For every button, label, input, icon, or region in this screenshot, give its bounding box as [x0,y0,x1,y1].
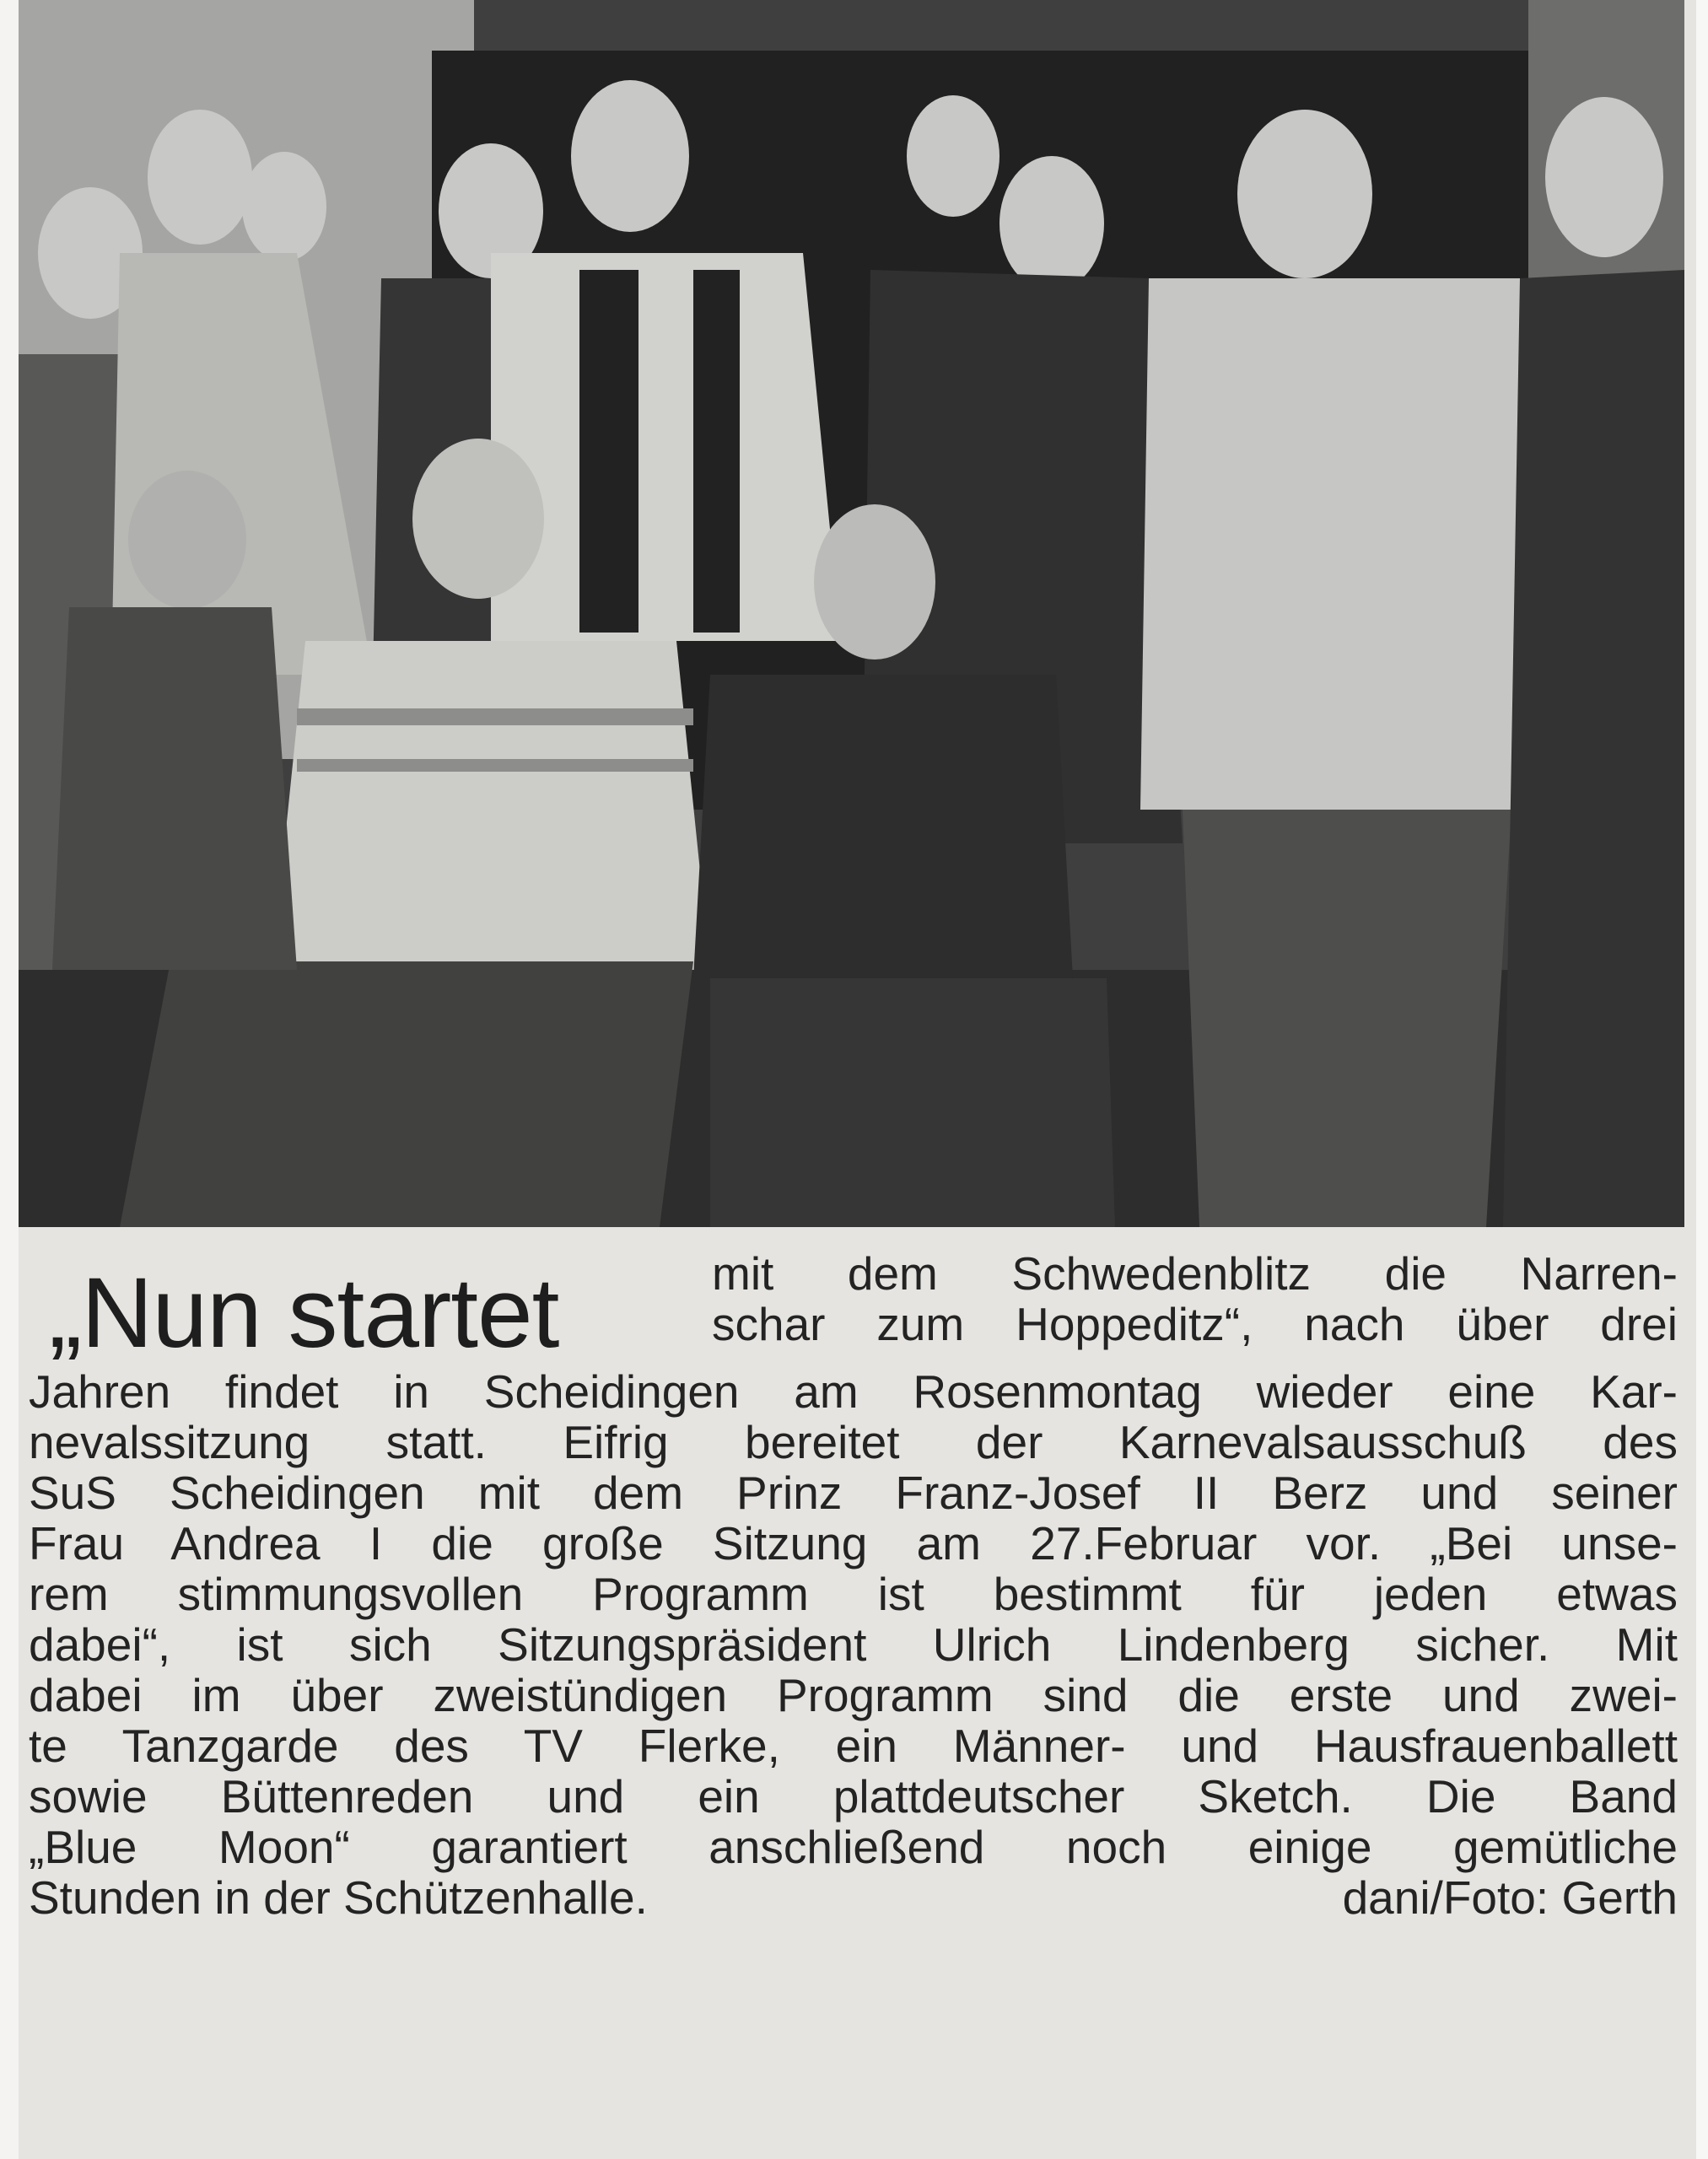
body-line-5: SuS Scheidingen mit dem Prinz Franz-Josef II Berz und seiner [29,1467,1678,1519]
body-line-1: mit dem Schwedenblitz die Narren- [712,1247,1678,1300]
body-line-13: Stunden in der Schützenhalle. [29,1871,648,1924]
scan-right-edge [1696,0,1708,2159]
body-line-9: dabei im über zweistündigen Programm sind die erste und zwei- [29,1669,1678,1721]
article [29,1248,1695,2125]
body-line-6: Frau Andrea I die große Sitzung am 27.Februar vor. „Bei unse- [29,1517,1678,1569]
body-line-10: te Tanzgarde des TV Flerke, ein Männer- und Hausfrauenballett [29,1720,1678,1772]
body-line-2: schar zum Hoppeditz“, nach über drei [712,1298,1678,1350]
body-line-12: „Blue Moon“ garantiert anschließend noch einige gemütliche [29,1821,1678,1873]
group-photo-illustration [19,0,1684,1227]
body-line-4: nevalssitzung statt. Eifrig bereitet der Karnevalsausschuß des [29,1416,1678,1468]
body-line-11: sowie Büttenreden und ein plattdeutscher Sketch. Die Band [29,1770,1678,1822]
scan-left-edge [0,0,19,2159]
body-line-7: rem stimmungsvollen Programm ist bestimmt für jeden etwas [29,1568,1678,1620]
group-photo [19,0,1684,1227]
photo-credit: dani/Foto: Gerth [1342,1871,1678,1924]
body-line-3: Jahren findet in Scheidingen am Rosenmontag wieder eine Kar- [29,1365,1678,1418]
body-line-8: dabei“, ist sich Sitzungspräsident Ulrich Lindenberg sicher. Mit [29,1618,1678,1671]
headline: „Nun startet [49,1257,559,1369]
